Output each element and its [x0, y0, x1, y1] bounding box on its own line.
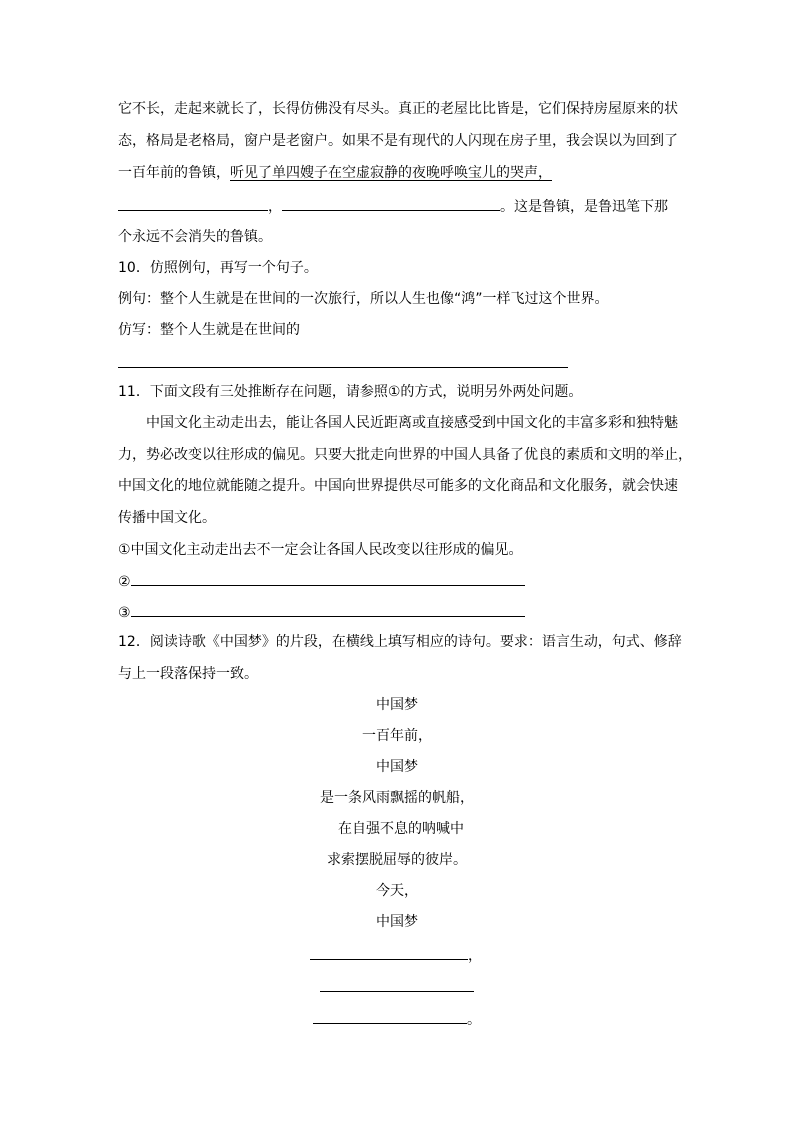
passage-line-4-tail: 。这是鲁镇，是鲁迅笔下那: [500, 199, 668, 215]
passage-line-3-text: 一百年前的鲁镇，: [118, 165, 230, 181]
poem-blank-line-2: [320, 977, 474, 998]
question-10-example: 例句：整个人生就是在世间的一次旅行，所以人生也像“鸿”一样飞过这个世界。: [118, 291, 609, 307]
answer-blank-2[interactable]: [282, 196, 500, 211]
question-10-prompt: 10．仿照例句，再写一个句子。: [118, 260, 318, 276]
poem-line-4: 是一条风雨飘摇的帆船，: [320, 790, 474, 806]
question-12-prompt-line-1: 12．阅读诗歌《中国梦》的片段，在横线上填写相应的诗句。要求：语言生动，句式、修辞: [118, 634, 682, 650]
poem-answer-blank-1[interactable]: [310, 945, 468, 960]
answer-blank-1[interactable]: [118, 196, 268, 211]
question-11-paragraph-line-1: 中国文化主动走出去，能让各国人民近距离或直接感受到中国文化的丰富多彩和独特魅: [146, 415, 678, 431]
comma-separator: ，: [268, 199, 282, 215]
answer-line-q10[interactable]: [118, 367, 568, 368]
question-11-item-3: [118, 602, 525, 623]
item-3-marker: ③: [118, 605, 131, 621]
answer-blank-item-2[interactable]: [131, 571, 525, 586]
question-12-prompt-line-2: 与上一段落保持一致。: [118, 666, 258, 682]
passage-line-5: 个永远不会消失的鲁镇。: [118, 229, 272, 245]
question-11-paragraph-line-4: 传播中国文化。: [118, 510, 216, 526]
poem-line-2: 一百年前，: [362, 728, 432, 744]
poem-line-3: 中国梦: [376, 759, 418, 775]
poem-line-8: 中国梦: [376, 914, 418, 930]
passage-line-1: 它不长，走起来就长了，长得仿佛没有尽头。真正的老屋比比皆是，它们保持房屋原来的状: [118, 101, 678, 117]
question-10-imitate: 仿写：整个人生就是在世间的: [118, 322, 300, 338]
poem-blank-3-punct: 。: [467, 1012, 481, 1028]
question-11-item-1: ①中国文化主动走出去不一定会让各国人民改变以往形成的偏见。: [118, 542, 523, 558]
passage-line-2: 态，格局是老格局，窗户是老窗户。如果不是有现代的人闪现在房子里，我会误以为回到了: [118, 133, 678, 149]
poem-blank-line-3: [313, 1009, 481, 1030]
question-11-item-2: [118, 571, 525, 592]
poem-line-6: 求索摆脱屈辱的彼岸。: [327, 852, 467, 868]
poem-answer-blank-3[interactable]: [313, 1009, 467, 1024]
poem-blank-1-punct: ，: [468, 948, 482, 964]
question-11-paragraph-line-3: 中国文化的地位就能随之提升。中国向世界提供尽可能多的文化商品和文化服务，就会快速: [118, 478, 678, 494]
poem-line-7: 今天，: [376, 883, 418, 899]
underlined-sentence: 听见了单四嫂子在空虚寂静的夜晚呼唤宝儿的哭声，: [230, 165, 552, 181]
poem-blank-line-1: [310, 945, 482, 966]
poem-line-5: 在自强不息的呐喊中: [338, 821, 464, 837]
passage-line-3: [118, 163, 552, 183]
item-2-marker: ②: [118, 574, 131, 590]
answer-blank-item-3[interactable]: [131, 602, 525, 617]
question-11-paragraph-line-2: 力，势必改变以往形成的偏见。只要大批走向世界的中国人具备了优良的素质和文明的举止，: [118, 447, 692, 463]
poem-title: 中国梦: [376, 697, 418, 713]
poem-answer-blank-2[interactable]: [320, 977, 474, 992]
passage-line-4: [118, 196, 668, 217]
question-11-prompt: 11．下面文段有三处推断存在问题，请参照①的方式，说明另外两处问题。: [118, 384, 583, 400]
